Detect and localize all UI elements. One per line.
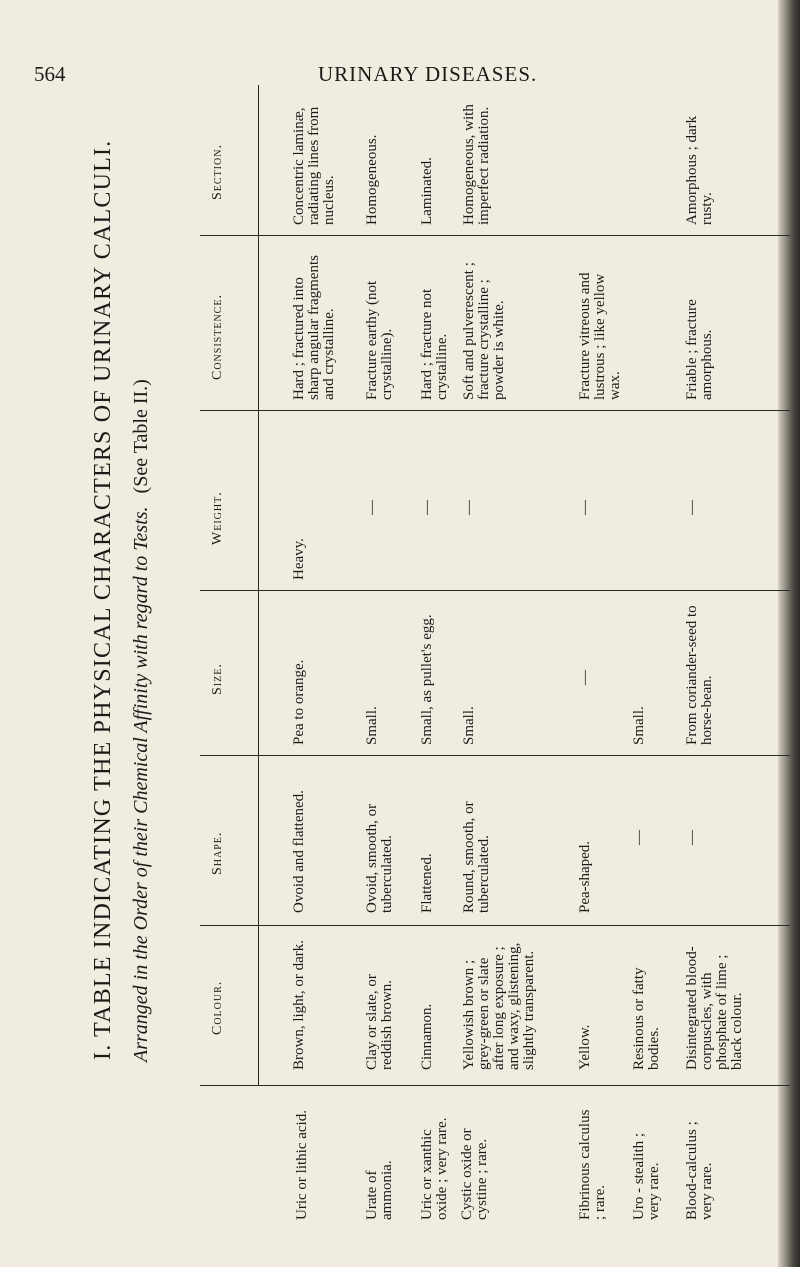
- shape-cell: —: [631, 830, 647, 845]
- size-cell: Small.: [461, 706, 477, 745]
- colour-cell: Brown, light, or dark.: [291, 940, 307, 1070]
- shape-cell: —: [684, 830, 700, 845]
- consistence-cell: Friable ; fracture amorphous.: [684, 299, 715, 400]
- consistence-cell: Soft and pulverescent ; fracture crystalline ; powder is white.: [461, 262, 507, 400]
- colour-cell: Cinnamon.: [419, 1003, 435, 1070]
- shape-cell: Ovoid, smooth, or tuberculated.: [364, 803, 395, 913]
- section-cell: Concentric laminæ, radiating lines from nucleus.: [291, 106, 337, 225]
- weight-cell: —: [364, 500, 380, 515]
- header-colour: Colour.: [210, 980, 225, 1035]
- section-cell: Homogeneous, with imperfect radiation.: [461, 104, 492, 225]
- section-cell: Amorphous ; dark rusty.: [684, 115, 715, 225]
- section-cell: Laminated.: [419, 157, 435, 225]
- header-size: Size.: [210, 663, 225, 695]
- weight-cell: —: [684, 500, 700, 515]
- page-number: 564: [34, 62, 66, 86]
- weight-cell: Heavy.: [291, 538, 307, 580]
- rule: [200, 925, 790, 926]
- subtitle-reference: (See Table II.): [130, 379, 152, 494]
- calculus-name: Uric or xanthic oxide ; very rare.: [419, 1117, 450, 1220]
- size-cell: Small.: [631, 706, 647, 745]
- table-title: I. TABLE INDICATING THE PHYSICAL CHARACTERS OF URINARY CALCULI.: [90, 139, 116, 1060]
- rule: [200, 410, 790, 411]
- calculus-name: Uro - stealith ; very rare.: [631, 1132, 662, 1220]
- colour-cell: Yellowish brown ; grey-green or slate after long exposure ; and waxy, glistening, slightly transparent.: [461, 942, 537, 1070]
- colour-cell: Resinous or fatty bodies.: [631, 967, 662, 1070]
- weight-cell: —: [419, 500, 435, 515]
- size-cell: —: [577, 670, 593, 685]
- calculus-name: Fibrinous calculus ; rare.: [577, 1109, 608, 1220]
- consistence-cell: Fracture vitreous and lustrous ; like yellow wax.: [577, 272, 623, 400]
- header-shape: Shape.: [210, 831, 225, 875]
- size-cell: Pea to orange.: [291, 659, 307, 745]
- size-cell: Small.: [364, 706, 380, 745]
- shape-cell: Round, smooth, or tuberculated.: [461, 801, 492, 913]
- shape-cell: Ovoid and flattened.: [291, 790, 307, 913]
- colour-cell: Disintegrated blood-corpuscles, with phosphate of lime ; black colour.: [684, 946, 745, 1070]
- header-consistence: Consistence.: [210, 294, 225, 380]
- consistence-cell: Hard ; fracture not crystalline.: [419, 288, 450, 400]
- calculus-name: Urate of ammonia.: [364, 1160, 395, 1220]
- calculi-table: [200, 85, 790, 1235]
- table-subtitle: [130, 379, 153, 1062]
- header-weight: Weight.: [210, 491, 225, 545]
- colour-cell: Clay or slate, or reddish brown.: [364, 974, 395, 1070]
- shape-cell: Flattened.: [419, 853, 435, 913]
- consistence-cell: Hard ; fractured into sharp angular fragments and crystalline.: [291, 255, 337, 400]
- section-cell: Homogeneous.: [364, 134, 380, 225]
- rule: [200, 1085, 790, 1086]
- size-cell: Small, as pullet's egg.: [419, 614, 435, 745]
- subtitle-text: Arranged in the Order of their Chemical Affinity with regard to Tests.: [130, 506, 152, 1062]
- weight-cell: —: [577, 500, 593, 515]
- shape-cell: Pea-shaped.: [577, 840, 593, 913]
- weight-cell: —: [461, 500, 477, 515]
- rule: [200, 235, 790, 236]
- rule: [200, 755, 790, 756]
- calculus-name: Uric or lithic acid.: [294, 1110, 310, 1220]
- calculus-name: Cystic oxide or cystine ; rare.: [459, 1128, 490, 1220]
- header-section: Section.: [210, 144, 225, 200]
- colour-cell: Yellow.: [577, 1024, 593, 1070]
- running-head: URINARY DISEASES.: [318, 62, 538, 86]
- calculus-name: Blood-calculus ; very rare.: [684, 1121, 715, 1220]
- header-rule: [258, 85, 259, 1085]
- size-cell: From coriander-seed to horse-bean.: [684, 605, 715, 745]
- rule: [200, 590, 790, 591]
- consistence-cell: Fracture earthy (not crystalline).: [364, 280, 395, 400]
